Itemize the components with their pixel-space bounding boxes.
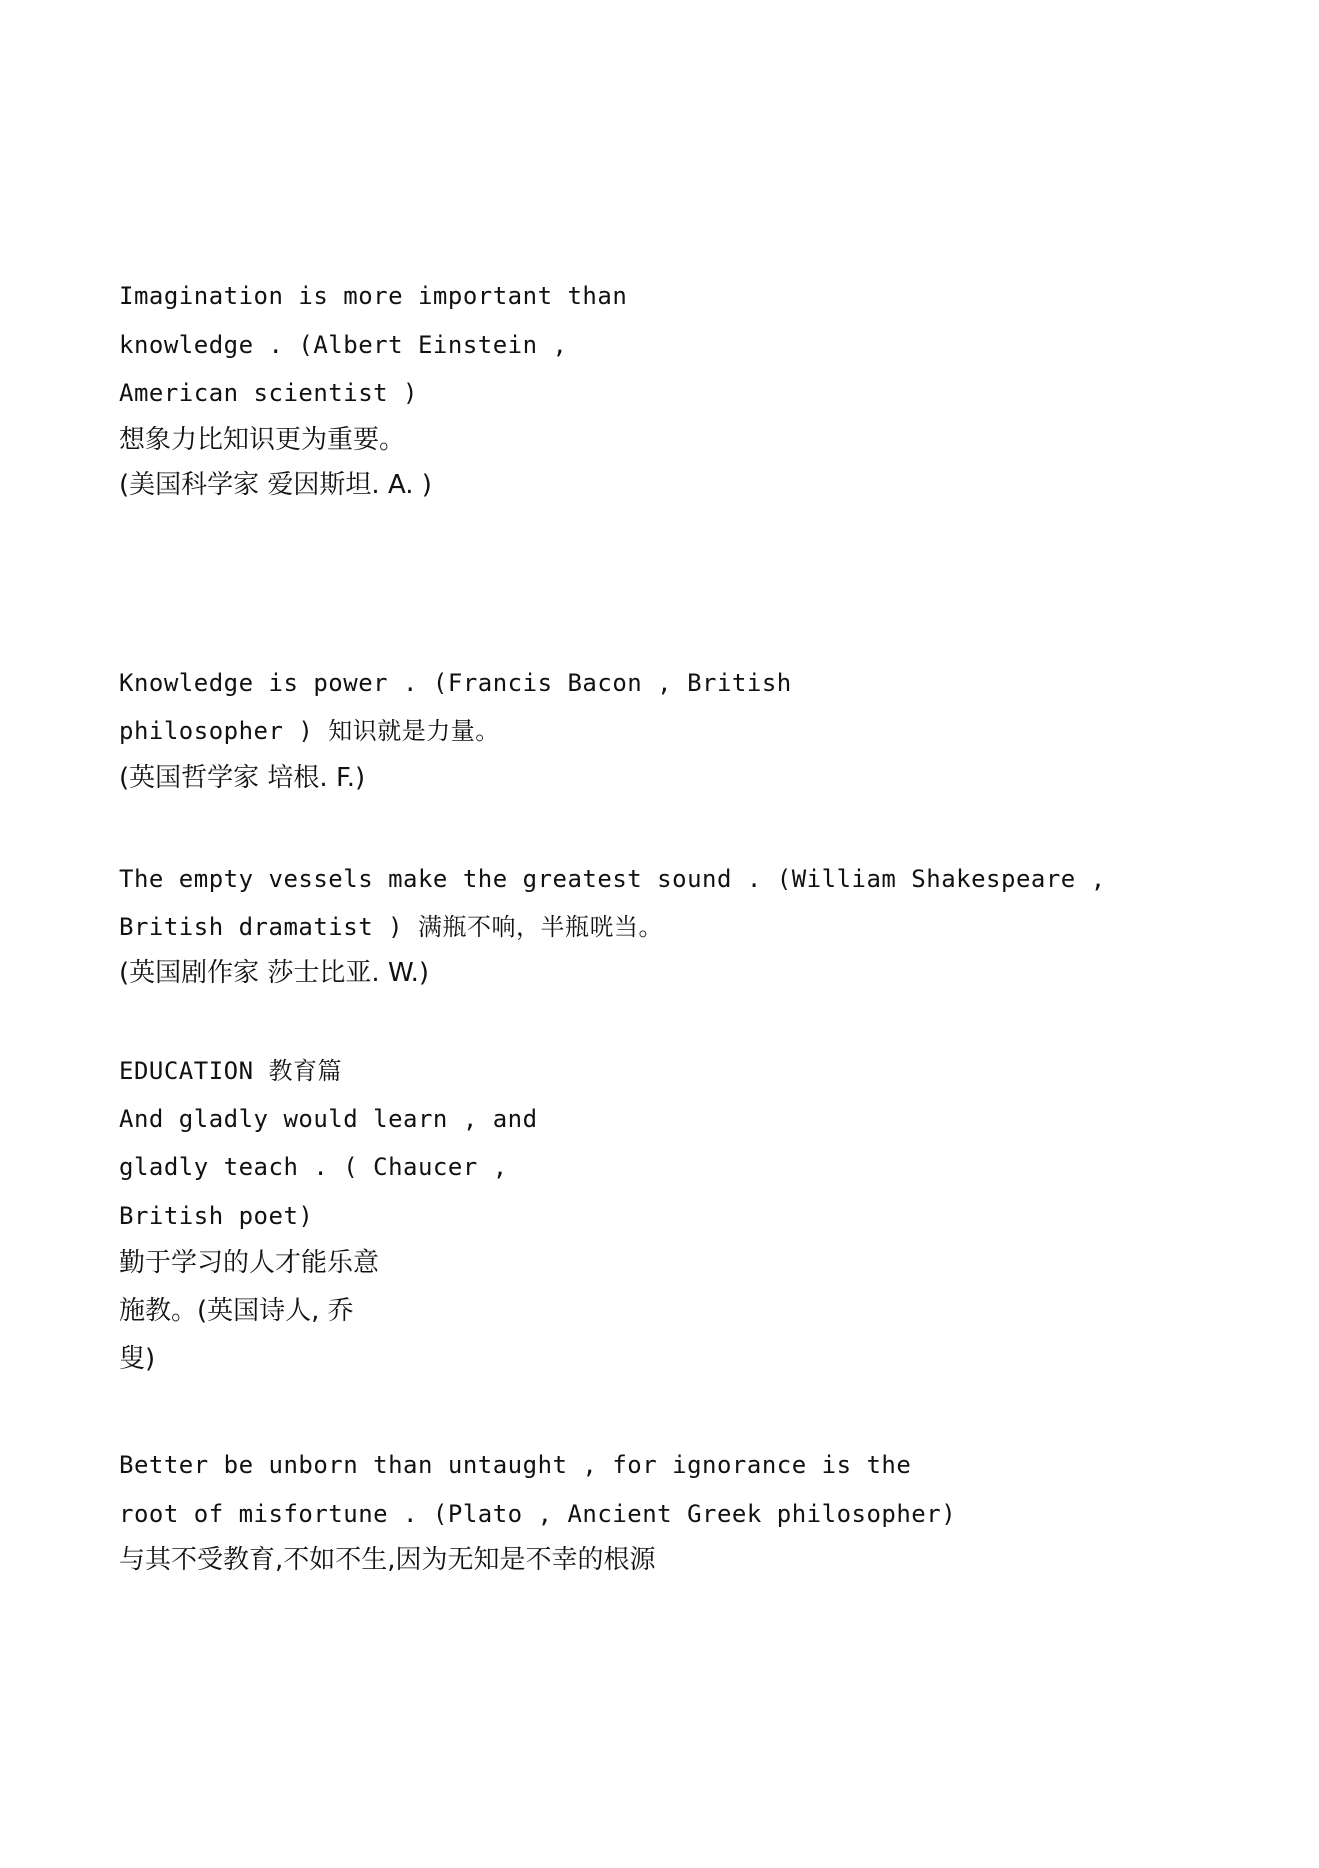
quote-translation: 叟) bbox=[119, 1344, 156, 1374]
quote-line: knowledge . (Albert Einstein , bbox=[119, 331, 568, 359]
quote-line: The empty vessels make the greatest sound . (William Shakespeare , bbox=[119, 865, 1106, 893]
quote-line: gladly teach . ( Chaucer , bbox=[119, 1153, 508, 1181]
quote-line: root of misfortune . (Plato , Ancient Greek philosopher) bbox=[119, 1500, 957, 1528]
quote-translation: 勤于学习的人才能乐意 bbox=[119, 1248, 380, 1278]
quote-line: Knowledge is power . (Francis Bacon , British bbox=[119, 669, 792, 697]
quote-attribution: (美国科学家 爱因斯坦. A. ) bbox=[119, 470, 432, 500]
quote-line: British poet) bbox=[119, 1202, 314, 1230]
quote-translation: 与其不受教育,不如不生,因为无知是不幸的根源 bbox=[119, 1545, 656, 1575]
section-heading: EDUCATION 教育篇 bbox=[119, 1057, 342, 1085]
quote-line: British dramatist ) 满瓶不响，半瓶咣当。 bbox=[119, 913, 663, 941]
quote-line: philosopher ) 知识就是力量。 bbox=[119, 717, 500, 745]
quote-line: American scientist ) bbox=[119, 379, 418, 407]
quote-line: And gladly would learn , and bbox=[119, 1105, 538, 1133]
quote-translation: 想象力比知识更为重要。 bbox=[119, 425, 406, 455]
quote-attribution: (英国剧作家 莎士比亚. W.) bbox=[119, 958, 430, 988]
quote-attribution: (英国哲学家 培根. F.) bbox=[119, 763, 366, 793]
quote-translation: 施教。(英国诗人, 乔 bbox=[119, 1296, 354, 1326]
quote-line: Imagination is more important than bbox=[119, 282, 628, 310]
quote-line: Better be unborn than untaught , for ignorance is the bbox=[119, 1451, 912, 1479]
